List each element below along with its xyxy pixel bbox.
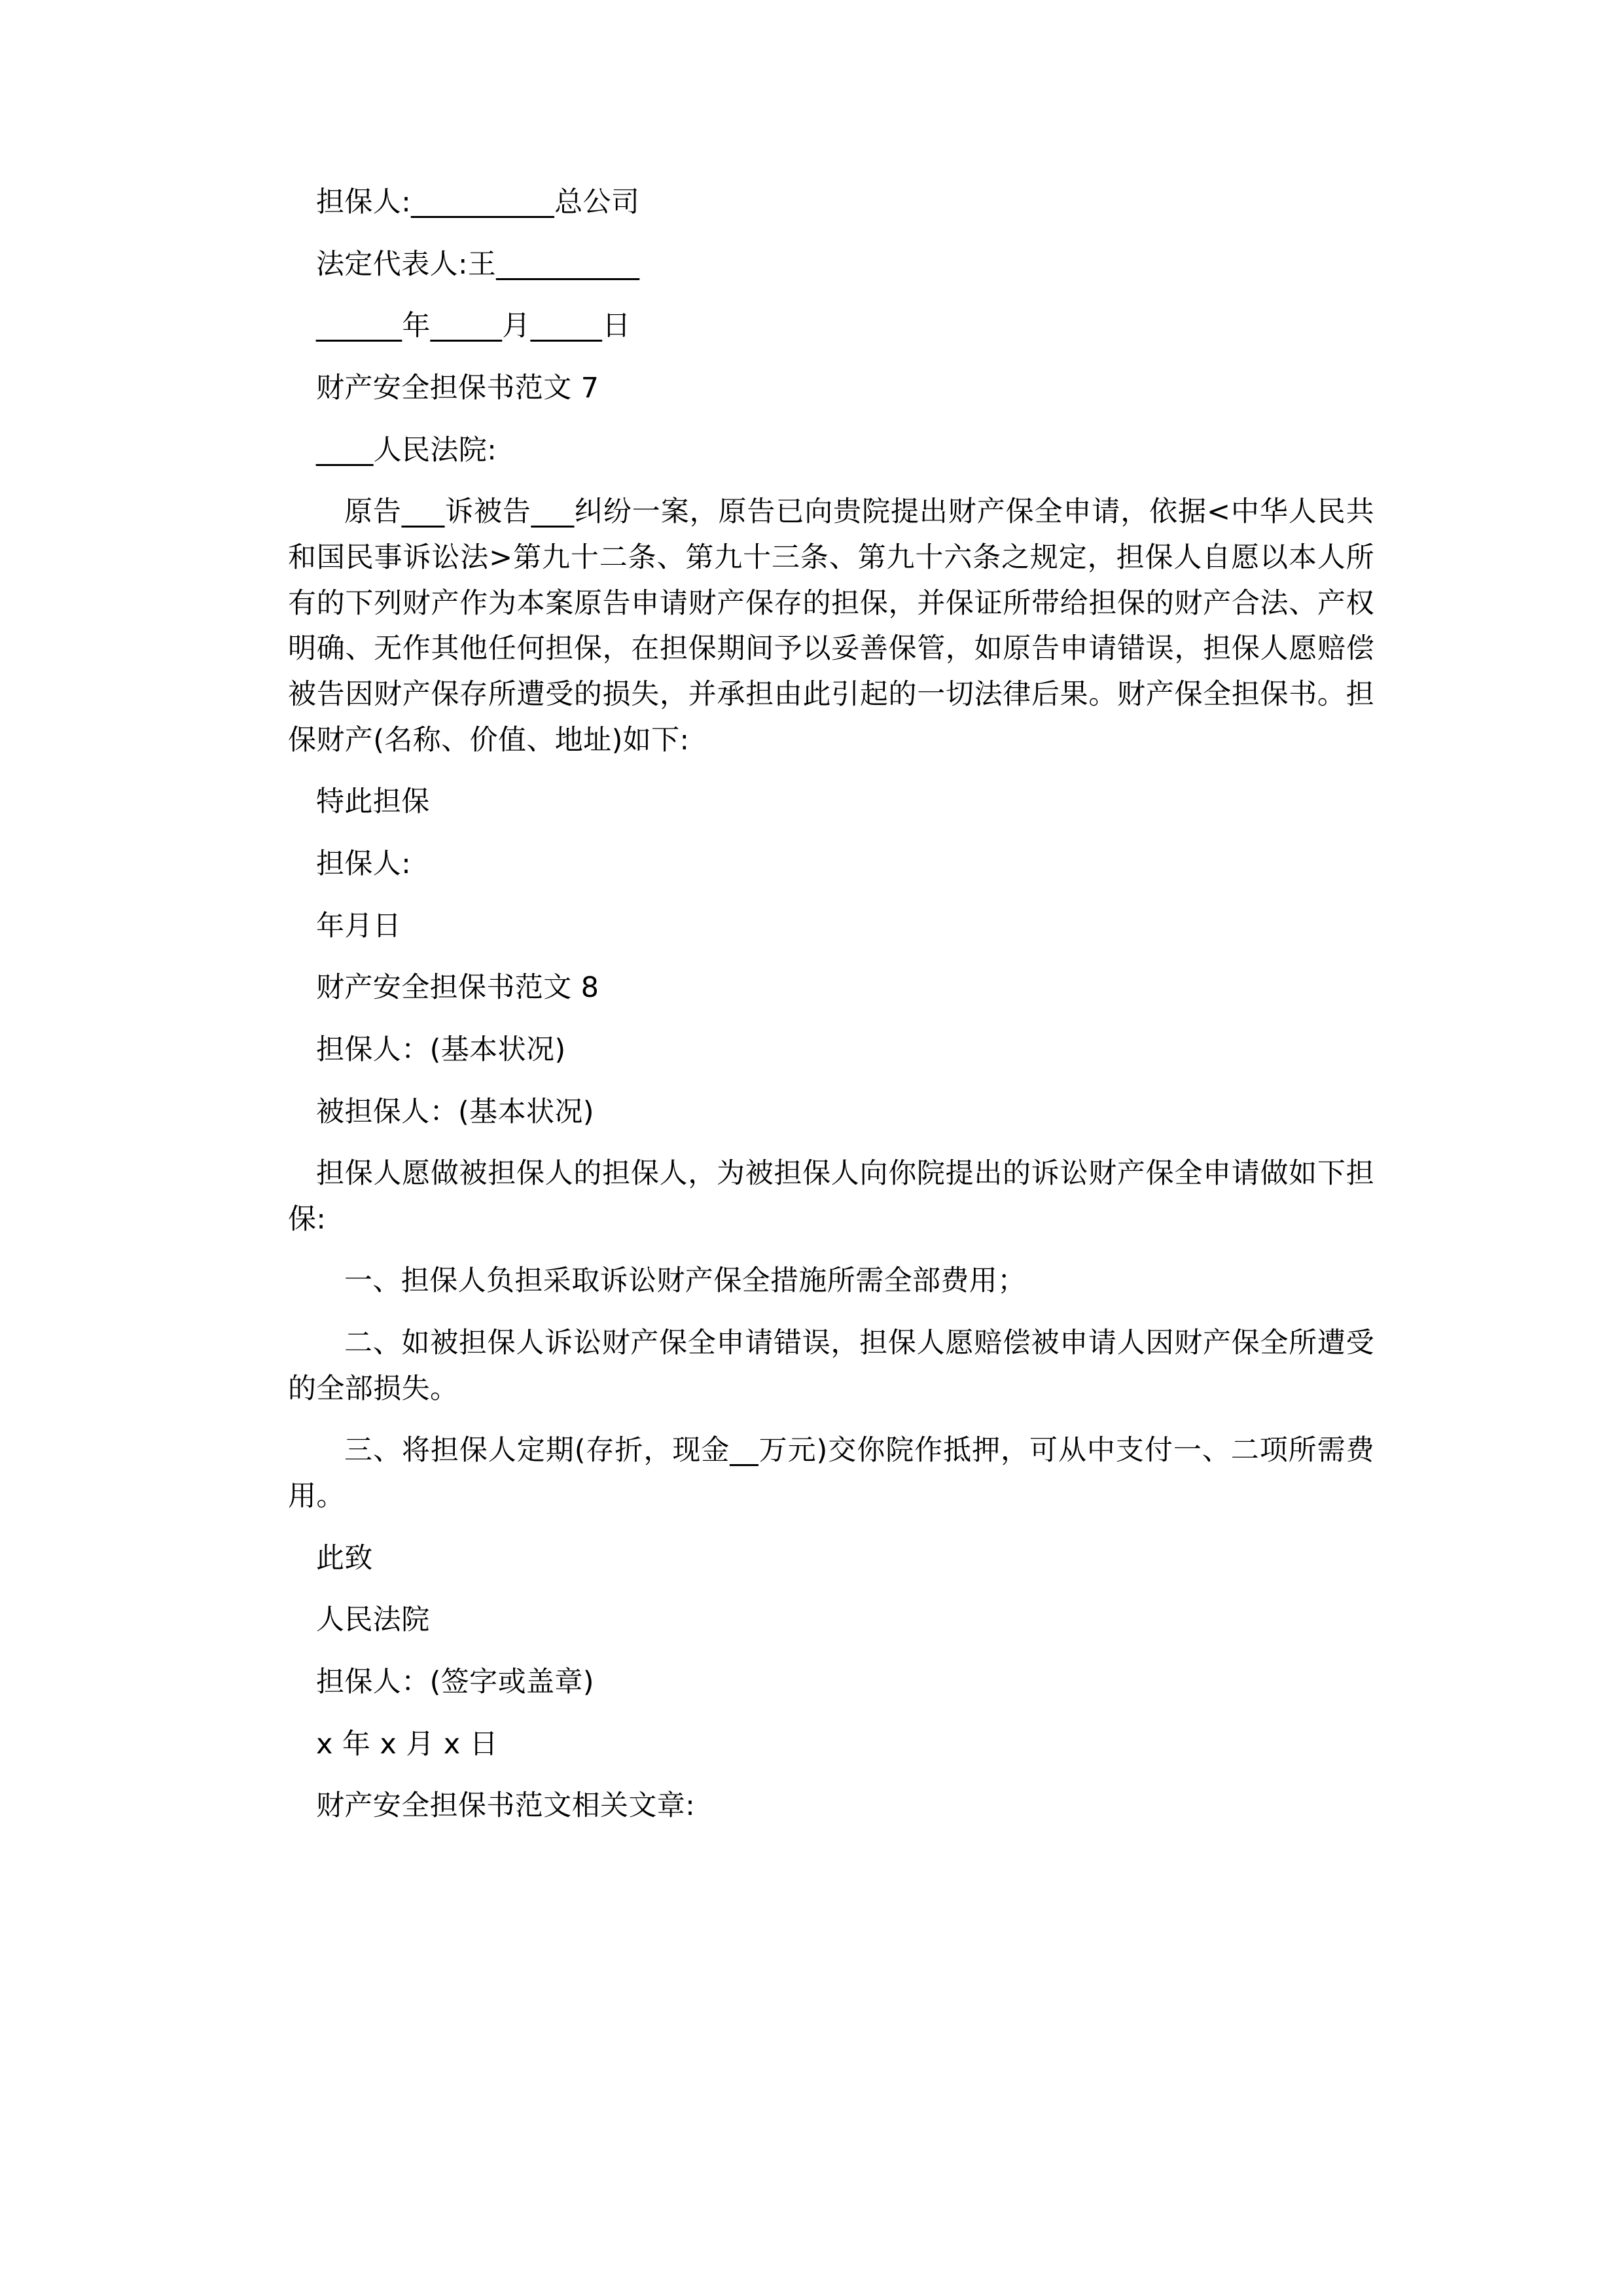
legal-representative-line: 法定代表人:王__________ [316,247,640,281]
guarantor-signature-line-2: 担保人：(签字或盖章) [316,1666,594,1699]
body-sample-7: 原告___诉被告___纠纷一案，原告已向贵院提出财产保全申请，依据<中华人民共和国民事诉讼法>第九十二条、第九十三条、第九十六条之规定，担保人自愿以本人所有的下列财产作为本案原告申请财产保存的担保，并保证所带给担保的财产合法、产权明确、无作其他任何担保，在担保期间予以妥善保管，如原告申请错误，担保人愿赔偿被告因财产保存所遭受的损失，并承担由此引起的一切法律后果。财产保全担保书。担保财产(名称、价值、地址)如下: [288,495,1374,757]
special-guarantee-line: 特此担保 [316,785,430,819]
date-line-2: x 年 x 月 x 日 [316,1727,499,1761]
term-three: 三、将担保人定期(存折，现金__万元)交你院作抵押，可从中支付一、二项所需费用。 [288,1434,1374,1513]
closing-salutation: 此致 [316,1541,373,1575]
guarantee-intro: 担保人愿做被担保人的担保人，为被担保人向你院提出的诉讼财产保全申请做如下担保: [288,1157,1374,1236]
related-articles-line: 财产安全担保书范文相关文章: [316,1789,696,1823]
guarantor-company-line: 担保人:__________总公司 [316,186,640,219]
document-body [288,180,1374,1846]
court-address-line: ____人民法院: [316,433,497,467]
guarantor-signature-line-1: 担保人: [316,847,412,880]
heading-sample-7: 财产安全担保书范文 7 [316,371,599,404]
guaranteed-basic-info: 被担保人：(基本状况) [316,1095,594,1128]
date-line-1: 年月日 [316,909,402,942]
court-name-line: 人民法院 [316,1604,430,1637]
guarantor-basic-info: 担保人：(基本状况) [316,1033,566,1066]
term-one: 一、担保人负担采取诉讼财产保全措施所需全部费用； [344,1265,1026,1298]
heading-sample-8: 财产安全担保书范文 8 [316,971,599,1005]
date-blank-line-1: ______年_____月_____日 [316,310,631,343]
term-two: 二、如被担保人诉讼财产保全申请错误，担保人愿赔偿被申请人因财产保全所遭受的全部损失。 [288,1327,1374,1405]
